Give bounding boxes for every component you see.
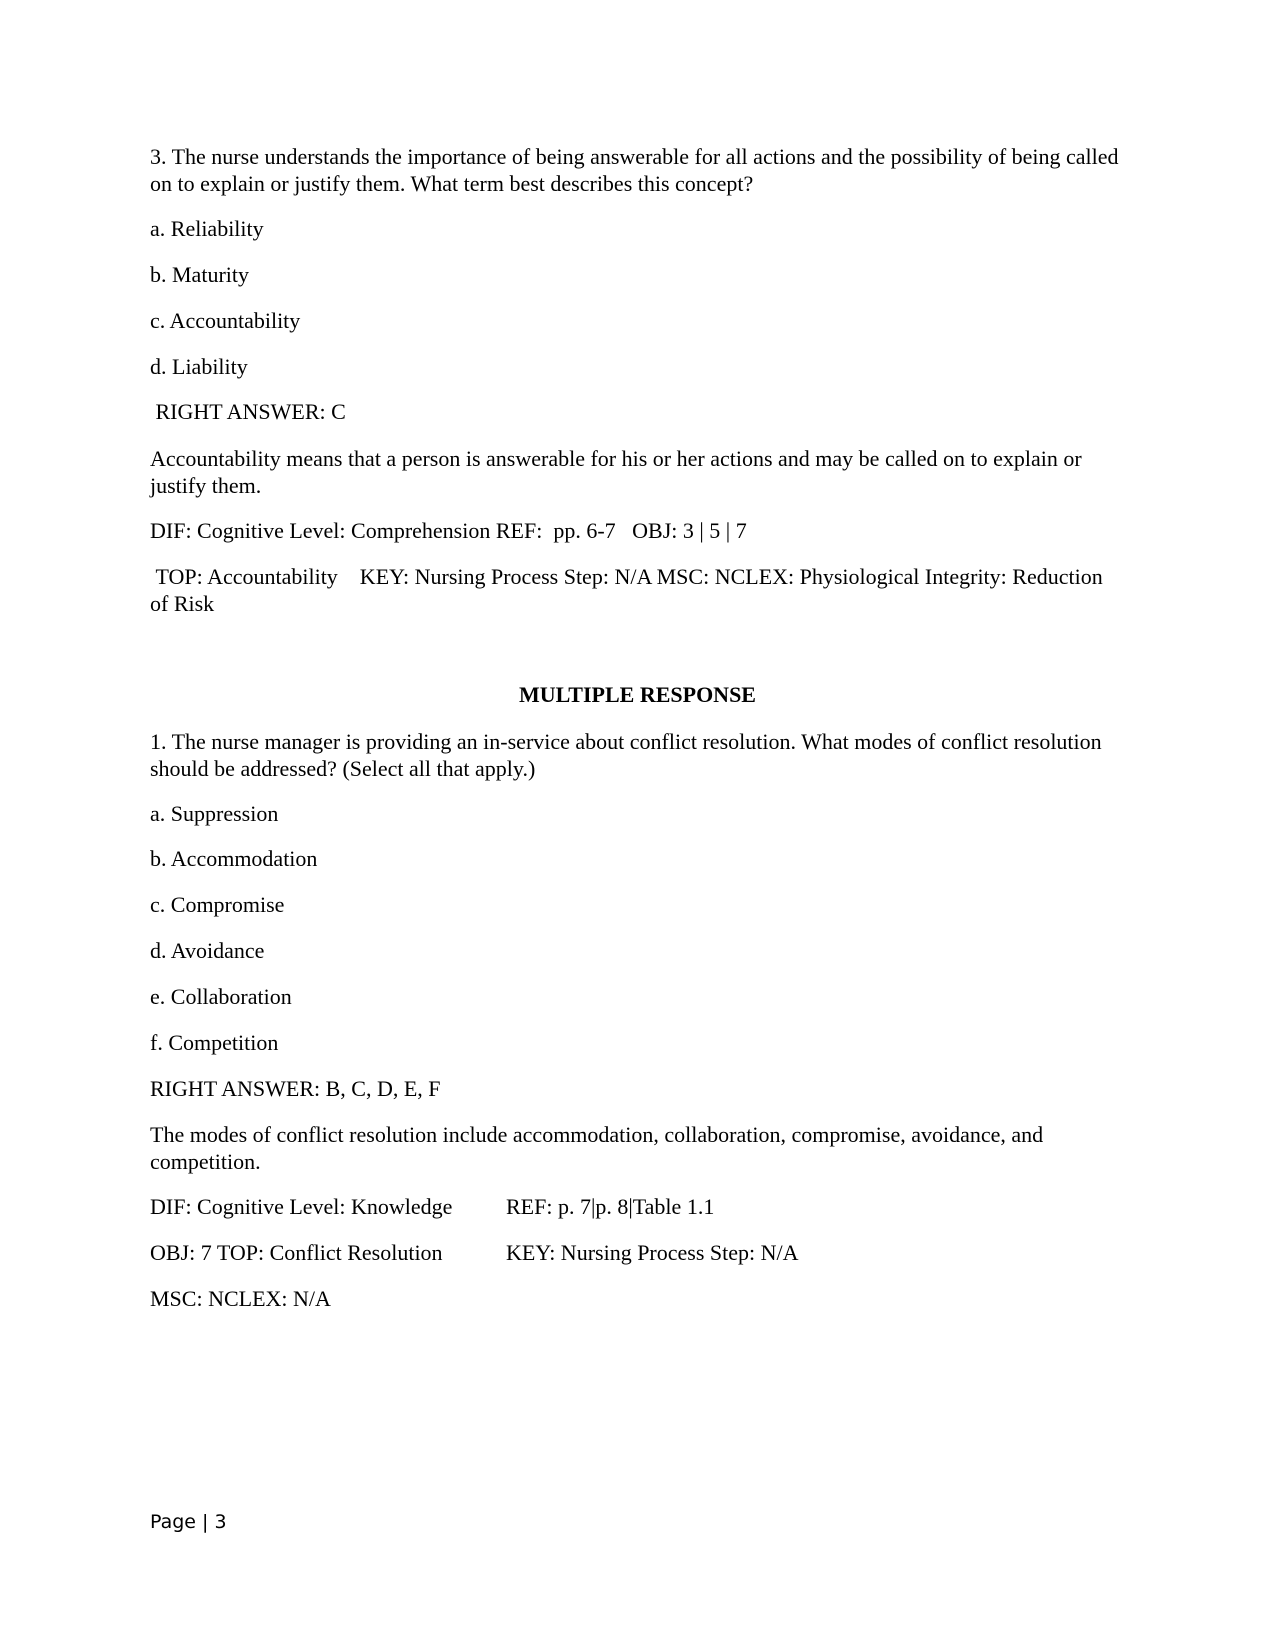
mr1-dif: DIF: Cognitive Level: Knowledge: [150, 1194, 453, 1219]
mr1-meta-line-1: [150, 1193, 1125, 1220]
mr1-option-b: b. Accommodation: [150, 846, 318, 871]
q3-option-d: d. Liability: [150, 354, 248, 379]
mr1-obj-top: OBJ: 7 TOP: Conflict Resolution: [150, 1240, 443, 1265]
mr1-key: KEY: Nursing Process Step: N/A: [506, 1240, 799, 1265]
q3-meta-line: [150, 517, 1125, 544]
mr1-right-answer: RIGHT ANSWER: B, C, D, E, F: [150, 1076, 441, 1101]
q3-dif: DIF: Cognitive Level: Comprehension: [150, 518, 491, 543]
mr1-option-c: c. Compromise: [150, 892, 285, 917]
mr1-option-a: a. Suppression: [150, 801, 279, 826]
mr1-option-d: d. Avoidance: [150, 938, 265, 963]
section-heading: MULTIPLE RESPONSE: [519, 682, 756, 707]
mr1-ref: REF: p. 7|p. 8|Table 1.1: [506, 1194, 715, 1219]
q3-option-a: a. Reliability: [150, 216, 264, 241]
q3-right-answer: RIGHT ANSWER: C: [150, 399, 346, 424]
question-3-text: 3. The nurse understands the importance of being answerable for all actions and the possibility of being called on to explain or justify them. What term best describes this concept?: [150, 144, 1119, 196]
q3-obj: OBJ: 3 | 5 | 7: [632, 518, 747, 543]
mr1-rationale: The modes of conflict resolution include accommodation, collaboration, compromise, avoidance, and competition.: [150, 1122, 1044, 1174]
q3-option-c: c. Accountability: [150, 308, 301, 333]
q3-rationale: Accountability means that a person is answerable for his or her actions and may be called on to explain or justify them.: [150, 446, 1082, 498]
mr1-option-e: e. Collaboration: [150, 984, 292, 1009]
page-number-footer: Page | 3: [150, 1511, 227, 1533]
mr1-meta-line-2: [150, 1239, 1125, 1266]
mr1-option-f: f. Competition: [150, 1030, 279, 1055]
q3-ref: REF: pp. 6-7: [495, 518, 616, 543]
mr1-question-text: 1. The nurse manager is providing an in-service about conflict resolution. What modes of conflict resolution should be addressed? (Select all that apply.): [150, 729, 1102, 781]
mr1-msc: MSC: NCLEX: N/A: [150, 1286, 331, 1311]
q3-top-key-msc: TOP: Accountability KEY: Nursing Process Step: N/A MSC: NCLEX: Physiological Integrity: Reduction of Risk: [150, 564, 1109, 616]
q3-option-b: b. Maturity: [150, 262, 249, 287]
